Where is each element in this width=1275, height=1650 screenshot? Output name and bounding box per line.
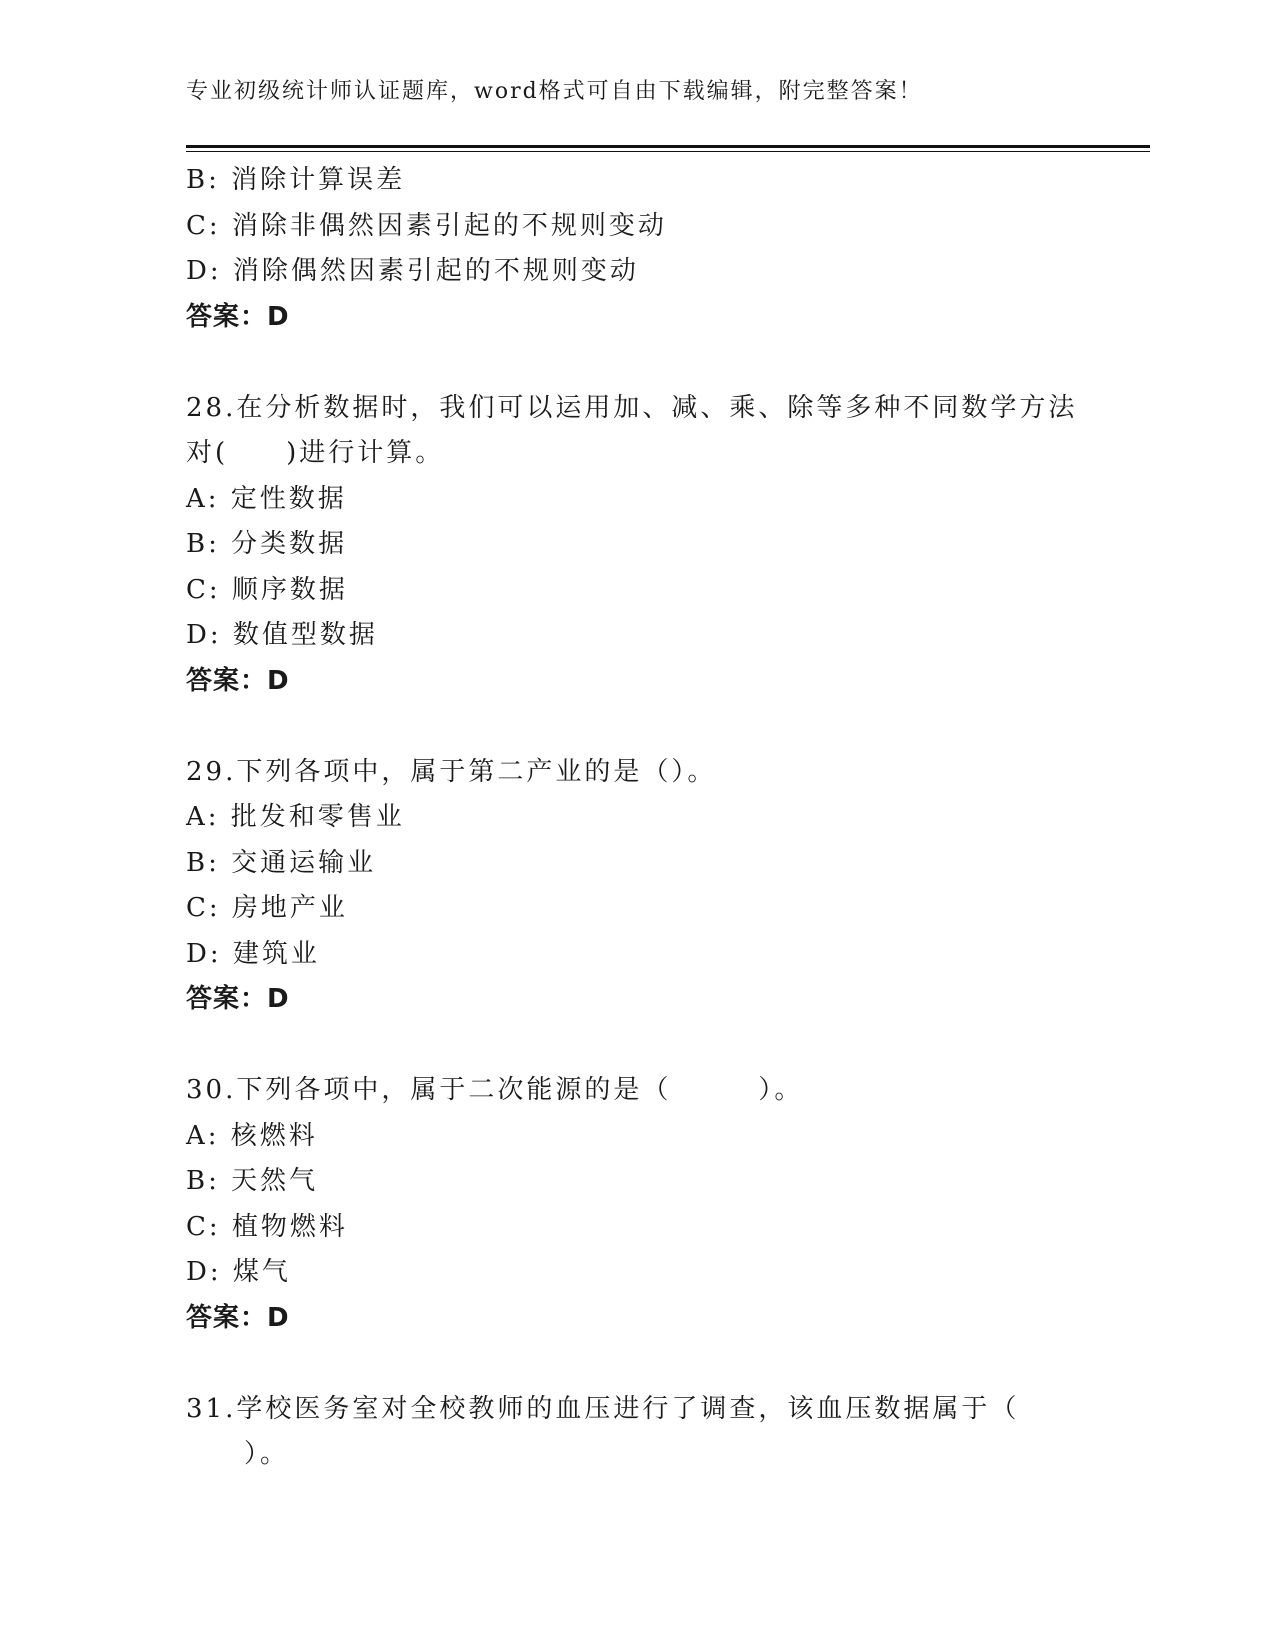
option-a: A: 批发和零售业	[186, 802, 405, 832]
question-stem: ）。	[186, 1439, 290, 1469]
question-28	[186, 386, 1086, 705]
option-c: C: 顺序数据	[186, 574, 348, 605]
answer: 答案：D	[186, 665, 290, 696]
question-27-continued	[186, 158, 1086, 340]
question-stem: 对( )进行计算。	[186, 438, 445, 468]
question-stem: 30.下列各项中，属于二次能源的是（ ）。	[186, 1075, 804, 1105]
document-body	[186, 158, 1086, 1478]
option-c: C: 房地产业	[186, 893, 348, 923]
option-b: B: 消除计算误差	[186, 165, 406, 195]
question-29	[186, 750, 1086, 1023]
option-b: B: 交通运输业	[186, 847, 377, 878]
spacer	[186, 1341, 1086, 1387]
option-d: D: 数值型数据	[186, 620, 378, 650]
question-stem: 28.在分析数据时，我们可以运用加、减、乘、除等多种不同数学方法	[186, 392, 1078, 423]
header-rule-thin	[186, 151, 1150, 152]
answer: 答案：D	[186, 301, 290, 332]
question-31	[186, 1387, 1086, 1478]
option-c: C: 植物燃料	[186, 1211, 348, 1242]
option-c: C: 消除非偶然因素引起的不规则变动	[186, 210, 667, 241]
option-b: B: 天然气	[186, 1166, 319, 1196]
answer: 答案：D	[186, 984, 290, 1014]
page-header: 专业初级统计师认证题库，word格式可自由下载编辑，附完整答案！	[186, 79, 923, 104]
option-a: A: 定性数据	[186, 483, 347, 514]
option-b: B: 分类数据	[186, 529, 348, 559]
spacer	[186, 340, 1086, 386]
spacer	[186, 704, 1086, 750]
answer: 答案：D	[186, 1302, 290, 1333]
option-a: A: 核燃料	[186, 1120, 318, 1151]
question-stem: 29.下列各项中，属于第二产业的是（）。	[186, 756, 717, 787]
option-d: D: 消除偶然因素引起的不规则变动	[186, 256, 639, 286]
question-stem: 31.学校医务室对全校教师的血压进行了调查，该血压数据属于（	[186, 1393, 1020, 1424]
option-d: D: 煤气	[186, 1257, 291, 1287]
spacer	[186, 1023, 1086, 1069]
header-rule-thick	[186, 145, 1150, 148]
option-d: D: 建筑业	[186, 938, 320, 969]
question-30	[186, 1068, 1086, 1341]
